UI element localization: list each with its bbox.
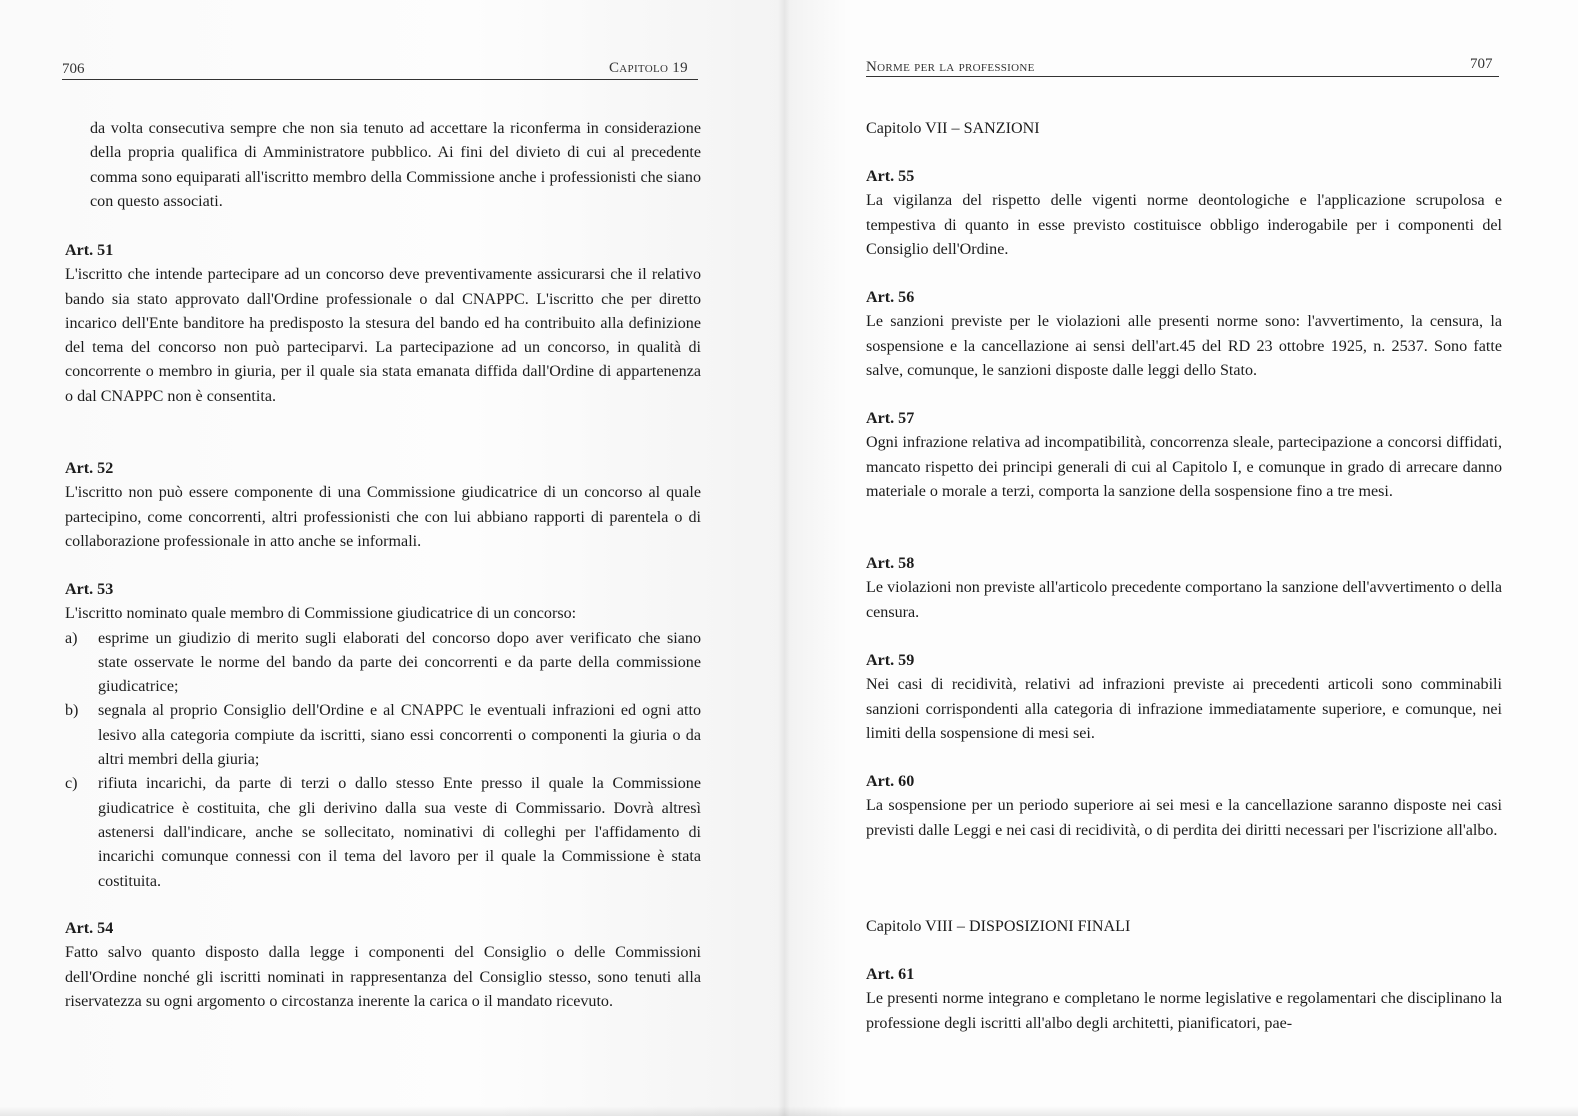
- running-head: Norme per la professione: [866, 59, 1035, 75]
- left-text-column: [65, 117, 701, 214]
- article-title: Art. 53: [65, 581, 114, 598]
- article-58: [866, 552, 1502, 625]
- article-text: La sospensione per un periodo superiore ai sei mesi e la cancellazione saranno disposte nei casi previsti dalle Leggi e nei casi di recidività, o di perdita dei diritti necessari per l'iscrizione all'albo.: [866, 797, 1502, 839]
- right-page: [784, 0, 1578, 1116]
- header-rule: [62, 79, 698, 80]
- running-head: Capitolo 19: [609, 60, 688, 76]
- article-title: Art. 51: [65, 242, 114, 259]
- article-text: La vigilanza del rispetto delle vigenti norme deontologiche e l'applicazione scrupolosa e tempestiva di quanto in esse previsto costituisce obbligo inderogabile per i componenti del Consiglio dell'Ordine.: [866, 192, 1502, 258]
- article-text: L'iscritto che intende partecipare ad un concorso deve preventivamente assicurarsi che il relativo bando sia stato approvato dall'Ordine professionale o dal CNAPPC. L'iscritto che per diretto incarico dell'Ente banditore ha predisposto la stesura del bando ed ha contribuito alla definizione del tema del concorso non può parteciparvi. La partecipazione ad un concorso, in qualità di concorrente o membro in giuria, per il quale sia stata emanata diffida dall'Ordine di appartenenza o dal CNAPPC non è consentita.: [65, 266, 701, 405]
- continuation-paragraph: da volta consecutiva sempre che non sia tenuto ad accettare la riconferma in considerazione della propria qualifica di Amministratore pubblico. Ai fini del divieto di cui al precedente comma sono equiparati all'iscritto membro della Commissione anche i professionisti che siano con questo associati.: [90, 120, 701, 210]
- book-gutter: [778, 0, 790, 1116]
- article-title: Art. 54: [65, 920, 114, 937]
- article-60: [866, 770, 1502, 843]
- article-52: [65, 457, 701, 554]
- article-text: Le presenti norme integrano e completano le norme legislative e regolamentari che disciplinano la professione degli iscritti all'albo degli architetti, pianificatori, pae-: [866, 990, 1502, 1032]
- list-item: [65, 627, 701, 700]
- list-item-text: esprime un giudizio di merito sugli elaborati del concorso dopo aver verificato che siano state osservate le norme del bando da parte dei concorrenti e da parte della commissione giudicatrice;: [98, 629, 701, 696]
- article-text: Le sanzioni previste per le violazioni alle presenti norme sono: l'avvertimento, la censura, la sospensione e la cancellazione ai sensi dell'art.45 del RD 23 ottobre 1925, n. 2537. Sono fatte salve, comunque, le sanzioni disposte dalle leggi dello Stato.: [866, 313, 1502, 379]
- article-59: [866, 649, 1502, 746]
- list-item: [65, 772, 701, 893]
- article-title: Art. 56: [866, 289, 915, 306]
- article-title: Art. 52: [65, 460, 114, 477]
- article-55: [866, 165, 1502, 262]
- article-57: [866, 407, 1502, 504]
- page-bottom-shadow: [0, 1106, 1578, 1116]
- article-title: Art. 59: [866, 652, 915, 669]
- chapter-title: Capitolo VIII – DISPOSIZIONI FINALI: [866, 918, 1131, 935]
- chapter-8-heading: [866, 915, 1502, 939]
- list-marker: a): [65, 629, 78, 647]
- article-53: [65, 578, 701, 894]
- page-number: 706: [62, 61, 85, 77]
- article-53-list: [65, 627, 701, 894]
- article-text: L'iscritto nominato quale membro di Commissione giudicatrice di un concorso:: [65, 605, 577, 623]
- list-item-text: segnala al proprio Consiglio dell'Ordine e al CNAPPC le eventuali infrazioni ed ogni atto lesivo alla categoria compiute da iscritti, siano essi concorrenti o componenti la giuria o da altri membri della giuria;: [98, 702, 701, 769]
- chapter-7-heading: [866, 117, 1502, 141]
- article-51: [65, 239, 701, 409]
- article-title: Art. 58: [866, 555, 915, 572]
- article-title: Art. 55: [866, 168, 915, 185]
- article-61: [866, 963, 1502, 1036]
- article-title: Art. 60: [866, 773, 915, 790]
- article-text: Fatto salvo quanto disposto dalla legge i componenti del Consiglio o delle Commissioni dell'Ordine nonché gli iscritti nominati in rappresentanza del Consiglio stesso, sono tenuti alla riservatezza su ogni argomento o circostanza inerente la carica o il mandato ricevuto.: [65, 944, 701, 1010]
- article-title: Art. 57: [866, 410, 915, 427]
- list-marker: c): [65, 775, 78, 793]
- article-title: Art. 61: [866, 966, 915, 983]
- article-54: [65, 917, 701, 1014]
- list-item-text: rifiuta incarichi, da parte di terzi o dallo stesso Ente presso il quale la Commissione giudicatrice è costituita, che gli derivino dalla sua veste di Commissario. Dovrà altresì astenersi dall'indicare, anche se sollecitato, nominativi di colleghi per l'affidamento di incarichi comunque connessi con il tema del lavoro per il quale la Commissione è stata costituita.: [98, 775, 701, 890]
- header-rule: [866, 76, 1499, 77]
- article-text: Nei casi di recidività, relativi ad infrazioni previste ai precedenti articoli sono comminabili sanzioni corrispondenti alla categoria di infrazione immediatamente superiore, e comunque, nei limiti della sospensione di mesi sei.: [866, 676, 1502, 742]
- list-marker: b): [65, 702, 79, 720]
- article-text: L'iscritto non può essere componente di una Commissione giudicatrice di un concorso al quale partecipino, come concorrenti, altri professionisti che con lui abbiano rapporti di parentela o di collaborazione professionale in atto anche se informali.: [65, 484, 701, 550]
- article-56: [866, 286, 1502, 383]
- article-text: Ogni infrazione relativa ad incompatibilità, concorrenza sleale, partecipazione a concorsi diffidati, mancato rispetto dei principi generali di cui al Capitolo I, e comunque in grado di arrecare danno materiale o morale a terzi, comporta la sanzione della sospensione fino a tre mesi.: [866, 434, 1502, 500]
- page-number: 707: [1470, 56, 1493, 72]
- article-text: Le violazioni non previste all'articolo precedente comportano la sanzione dell'avvertimento o della censura.: [866, 579, 1502, 621]
- list-item: [65, 699, 701, 772]
- left-page: [0, 0, 784, 1116]
- chapter-title: Capitolo VII – SANZIONI: [866, 120, 1040, 137]
